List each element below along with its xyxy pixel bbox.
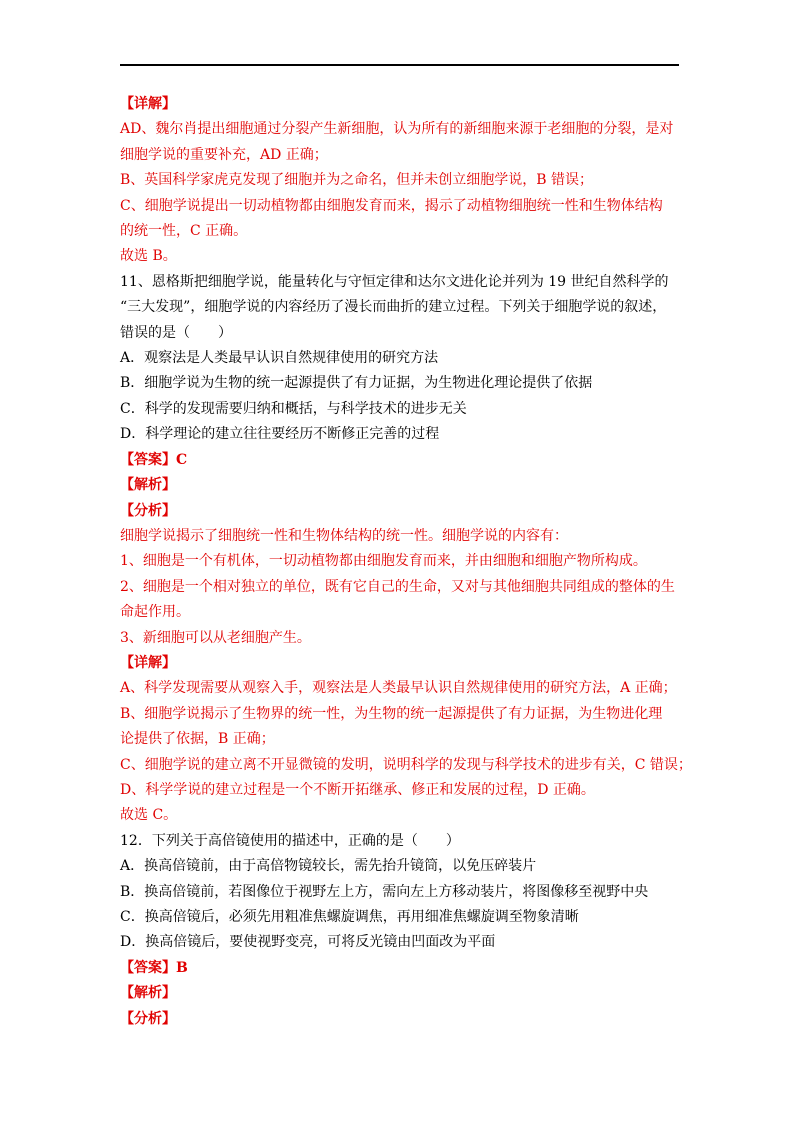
text-line: D．科学理论的建立往往要经历不断修正完善的过程 <box>120 426 440 443</box>
header-rule <box>120 64 679 66</box>
section-tag: 【解析】 <box>120 985 176 1002</box>
text-line: C．科学的发现需要归纳和概括，与科学技术的进步无关 <box>120 400 467 417</box>
text-line: B．细胞学说为生物的统一起源提供了有力证据，为生物进化理论提供了依据 <box>120 375 593 392</box>
section-tag: 【解析】 <box>120 477 176 494</box>
text-line: 论提供了依据，B 正确； <box>120 731 275 748</box>
text-line: 2、细胞是一个相对独立的单位，既有它自己的生命，又对与其他细胞共同组成的整体的生 <box>120 578 675 595</box>
text-line: C、细胞学说的建立离不开显微镜的发明，说明科学的发现与科学技术的进步有关，C 错误； <box>120 756 692 773</box>
text-line: 细胞学说的重要补充，AD 正确； <box>120 146 328 163</box>
section-tag: 【分析】 <box>120 502 176 519</box>
text-line: B．换高倍镜前，若图像位于视野左上方，需向左上方移动装片，将图像移至视野中央 <box>120 883 649 900</box>
section-tag: 【详解】 <box>120 654 176 671</box>
text-line: D．换高倍镜后，要使视野变亮，可将反光镜由凹面改为平面 <box>120 934 496 951</box>
text-line: 12．下列关于高倍镜使用的描述中，正确的是（ ） <box>120 832 460 849</box>
section-tag: 【详解】 <box>120 96 176 112</box>
section-tag: 【分析】 <box>120 1010 176 1027</box>
text-line: “三大发现”，细胞学说的内容经历了漫长而曲折的建立过程。下列关于细胞学说的叙述， <box>120 299 667 316</box>
text-line: B、英国科学家虎克发现了细胞并为之命名，但并未创立细胞学说，B 错误； <box>120 172 594 189</box>
text-line: A．换高倍镜前，由于高倍物镜较长，需先抬升镜筒，以免压碎装片 <box>120 858 537 875</box>
section-tag: 【答案】B <box>120 959 188 976</box>
text-line: 细胞学说揭示了细胞统一性和生物体结构的统一性。细胞学说的内容有： <box>120 527 568 544</box>
text-line: A．观察法是人类最早认识自然规律使用的研究方法 <box>120 350 439 367</box>
text-line: 命起作用。 <box>120 604 190 621</box>
text-line: 11、恩格斯把细胞学说，能量转化与守恒定律和达尔文进化论并列为 19 世纪自然科学的 <box>120 273 669 290</box>
section-tag: 【答案】C <box>120 451 188 468</box>
text-line: D、科学学说的建立过程是一个不断开拓继承、修正和发展的过程，D 正确。 <box>120 781 595 798</box>
text-line: 的统一性，C 正确。 <box>120 223 248 240</box>
text-line: C．换高倍镜后，必须先用粗准焦螺旋调焦，再用细准焦螺旋调至物象清晰 <box>120 909 579 925</box>
document-body <box>120 92 692 1032</box>
text-line: A、科学发现需要从观察入手，观察法是人类最早认识自然规律使用的研究方法，A 正确； <box>120 680 677 697</box>
text-line: AD、魏尔肖提出细胞通过分裂产生新细胞，认为所有的新细胞来源于老细胞的分裂，是对 <box>120 121 674 138</box>
text-line: B、细胞学说揭示了生物界的统一性，为生物的统一起源提供了有力证据，为生物进化理 <box>120 705 663 722</box>
text-line: 1、细胞是一个有机体，一切动植物都由细胞发育而来，并由细胞和细胞产物所构成。 <box>120 553 647 570</box>
text-line: 3、新细胞可以从老细胞产生。 <box>120 629 311 646</box>
text-line: C、细胞学说提出一切动植物都由细胞发育而来，揭示了动植物细胞统一性和生物体结构 <box>120 197 663 214</box>
text-line: 故选 B。 <box>120 248 177 265</box>
text-line: 故选 C。 <box>120 807 178 824</box>
text-line: 错误的是（ ） <box>120 324 232 341</box>
